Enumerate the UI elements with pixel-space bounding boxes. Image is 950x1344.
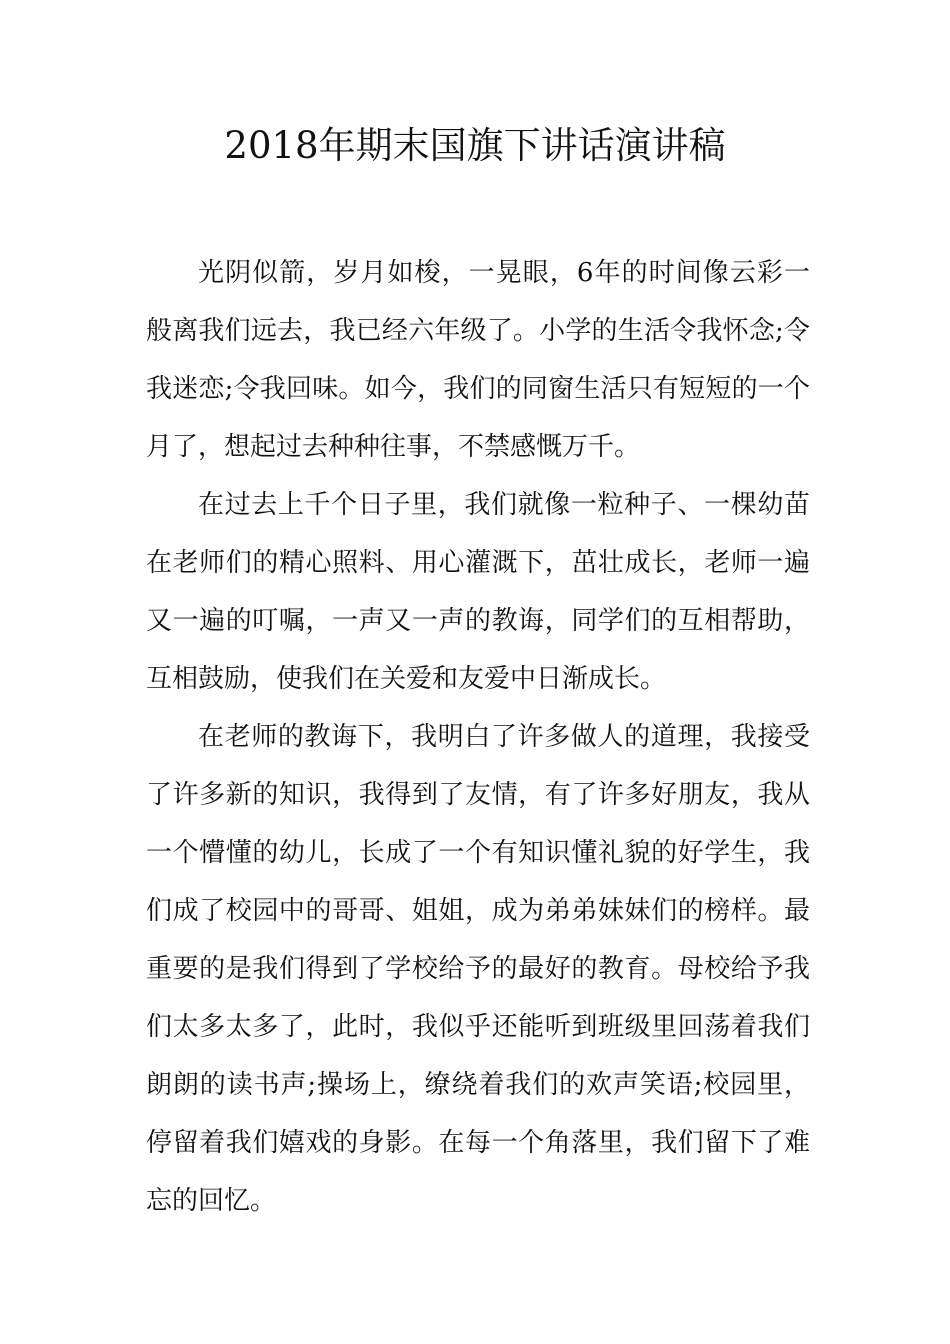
paragraph-1: 光阴似箭，岁月如梭，一晃眼，6年的时间像云彩一般离我们远去，我已经六年级了。小学的生活令我怀念;令我迷恋;令我回味。如今，我们的同窗生活只有短短的一个月了，想起过去种种往事，不禁感慨万千。	[146, 258, 810, 462]
document-body	[146, 244, 810, 1230]
paragraph-2: 在过去上千个日子里，我们就像一粒种子、一棵幼苗在老师们的精心照料、用心灌溉下，茁壮成长，老师一遍又一遍的叮嘱，一声又一声的教诲，同学们的互相帮助，互相鼓励，使我们在关爱和友爱中日渐成长。	[146, 490, 810, 694]
document-title: 2018年期末国旗下讲话演讲稿	[224, 124, 726, 167]
paragraph-3: 在老师的教诲下，我明白了许多做人的道理，我接受了许多新的知识，我得到了友情，有了许多好朋友，我从一个懵懂的幼儿，长成了一个有知识懂礼貌的好学生，我们成了校园中的哥哥、姐姐，成为弟弟妹妹们的榜样。最重要的是我们得到了学校给予的最好的教育。母校给予我们太多太多了，此时，我似乎还能听到班级里回荡着我们朗朗的读书声;操场上，缭绕着我们的欢声笑语;校园里，停留着我们嬉戏的身影。在每一个角落里，我们留下了难忘的回忆。	[146, 722, 810, 1216]
